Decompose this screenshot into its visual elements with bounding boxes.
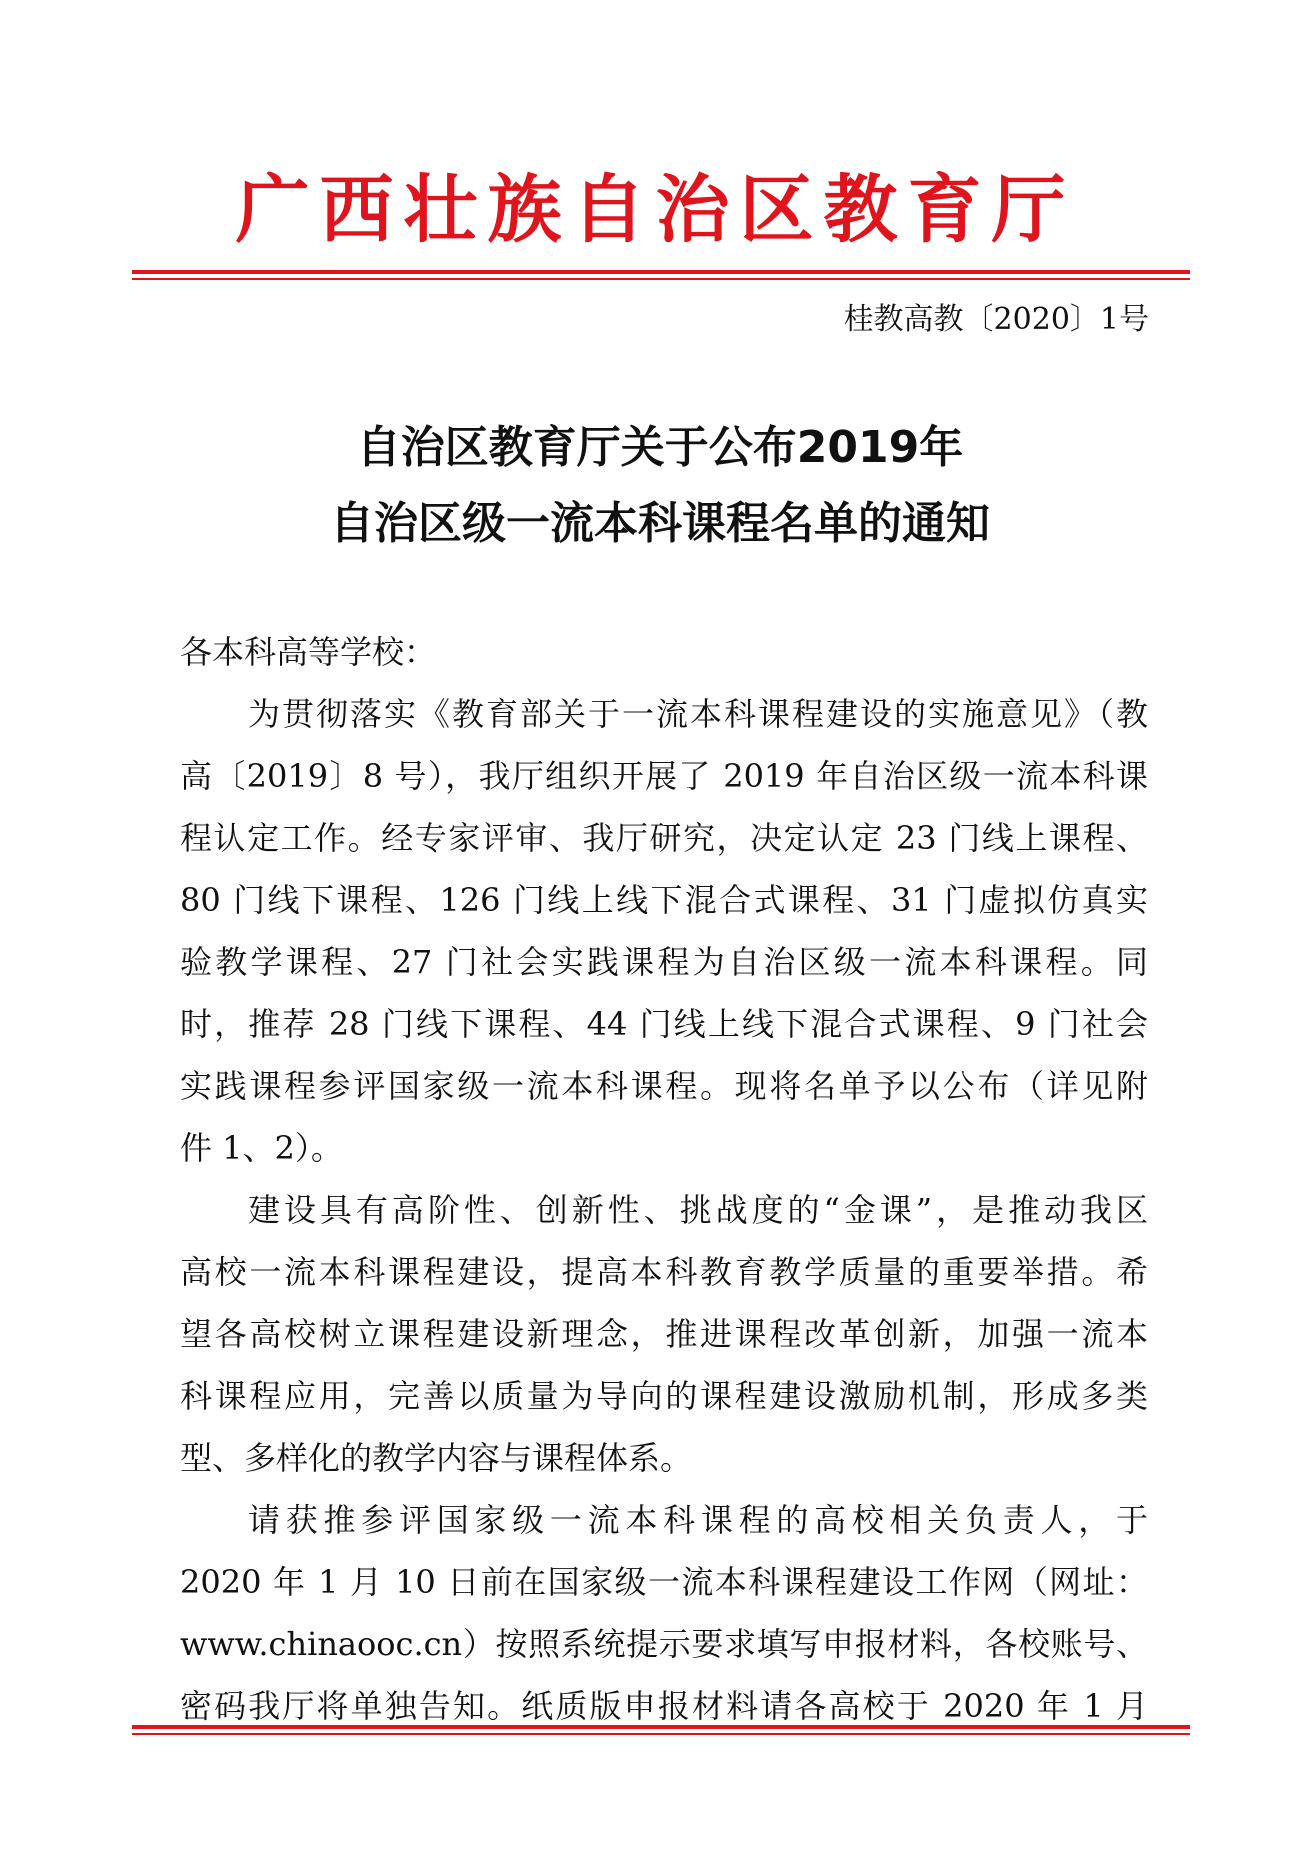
body-line: 高校一流本科课程建设，提高本科教育教学质量的重要举措。希 (180, 1253, 1148, 1291)
body-line: 80 门线下课程、126 门线上线下混合式课程、31 门虚拟仿真实 (180, 881, 1148, 919)
body-line: 验教学课程、27 门社会实践课程为自治区级一流本科课程。同 (180, 943, 1148, 981)
body-line: 请获推参评国家级一流本科课程的高校相关负责人，于 (248, 1501, 1148, 1539)
footer-rule-thick (132, 1725, 1190, 1729)
notice-title-line-1: 自治区教育厅关于公布2019年 (356, 422, 964, 473)
body-line: www.chinaooc.cn）按照系统提示要求填写申报材料，各校账号、 (180, 1625, 1148, 1663)
body-line: 高〔2019〕8 号），我厅组织开展了 2019 年自治区级一流本科课 (180, 757, 1148, 795)
footer-rule-thin (132, 1733, 1190, 1735)
body-line: 时，推荐 28 门线下课程、44 门线上线下混合式课程、9 门社会 (180, 1005, 1148, 1043)
notice-title-line-2: 自治区级一流本科课程名单的通知 (330, 498, 990, 549)
body-line: 实践课程参评国家级一流本科课程。现将名单予以公布（详见附 (180, 1067, 1148, 1105)
header-rule-thin (132, 278, 1190, 280)
body-line: 密码我厅将单独告知。纸质版申报材料请各高校于 2020 年 1 月 (180, 1687, 1148, 1725)
body-line: 件 1、2）。 (180, 1129, 343, 1167)
body-line: 科课程应用，完善以质量为导向的课程建设激励机制，形成多类 (180, 1377, 1148, 1415)
body-line: 望各高校树立课程建设新理念，推进课程改革创新，加强一流本 (180, 1315, 1148, 1353)
body-line: 2020 年 1 月 10 日前在国家级一流本科课程建设工作网（网址： (180, 1563, 1148, 1601)
agency-masthead: 广西壮族自治区教育厅 (235, 167, 1076, 253)
body-line: 建设具有高阶性、创新性、挑战度的“金课”，是推动我区 (248, 1191, 1148, 1229)
document-number: 桂教高教〔2020〕1号 (843, 302, 1149, 337)
body-line: 程认定工作。经专家评审、我厅研究，决定认定 23 门线上课程、 (180, 819, 1148, 857)
header-rule-thick (132, 270, 1190, 274)
body-line: 为贯彻落实《教育部关于一流本科课程建设的实施意见》（教 (248, 695, 1148, 733)
body-line: 型、多样化的教学内容与课程体系。 (180, 1439, 693, 1477)
salutation: 各本科高等学校： (180, 633, 437, 671)
